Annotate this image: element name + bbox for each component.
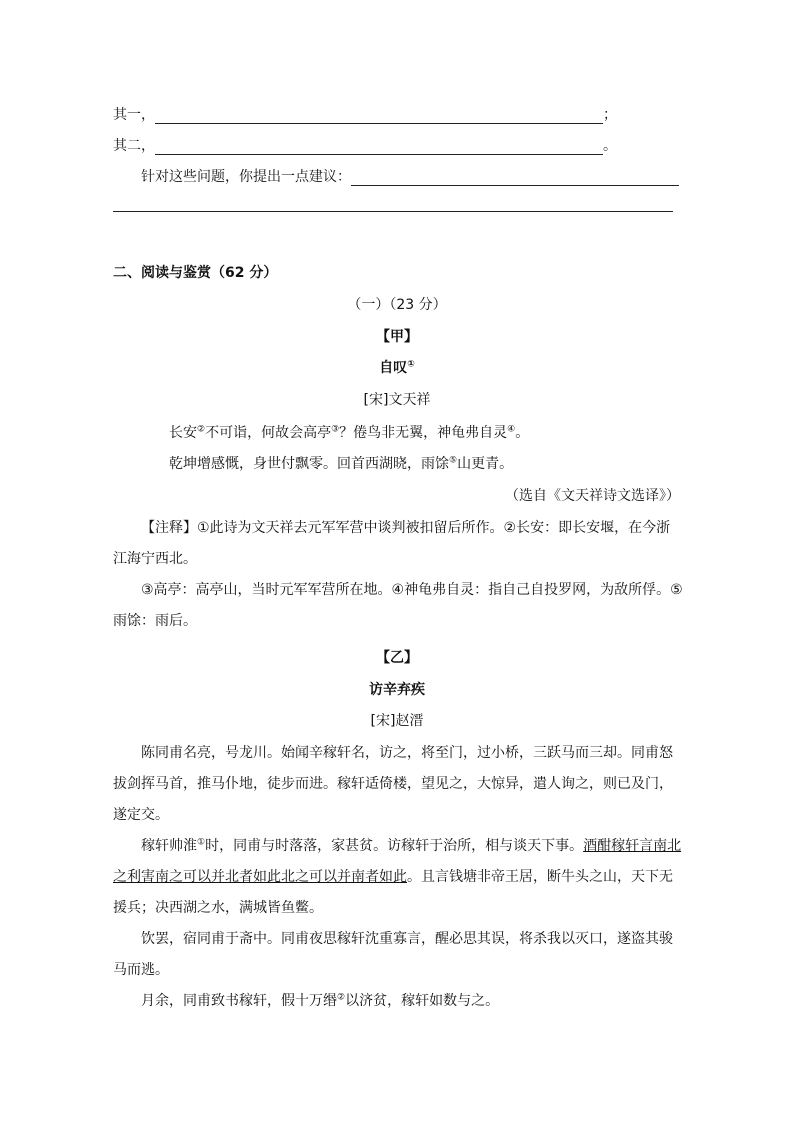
prose-paragraph-1: 陈同甫名亮，号龙川。始闻辛稼轩名，访之，将至门，过小桥，三跃马而三却。同甫怒拔剑挥马首，推马仆地，徒步而进。稼轩适倚楼，望见之，大惊异，遣人询之，则已及门，遂定交。 [113,745,673,823]
suggestion-line: 针对这些问题，你提出一点建议： [141,166,679,186]
poem-source: （选自《文天祥诗文选译》） [505,488,680,504]
poem-notes-1: 【注释】①此诗为文天祥去元军军营中谈判被扣留后所作。②长安：即长安堰，在今浙江海宁西北。 [113,520,671,567]
blank-line-1: 其一， ； [113,107,617,123]
prose-tag: 【乙】 [376,650,418,666]
answer-underline [155,109,603,124]
poem-author: [宋]文天祥 [363,392,431,408]
prose-author: [宋]赵溍 [370,713,424,729]
poem-notes-2: ③高亭：高亭山，当时元军军营所在地。④神龟弗自灵：指自己自投罗网，为敌所俘。⑤雨馀：雨后。 [113,582,683,629]
answer-underline [113,197,673,212]
prose-paragraph-3: 饮罢，宿同甫于斋中。同甫夜思稼轩沈重寡言，醒必思其误，将杀我以灭口，遂盗其骏马而逃。 [113,931,673,978]
answer-underline [155,140,603,155]
prose-title: 访辛弃疾 [369,682,425,698]
section-heading: 二、阅读与鉴赏（62 分） [113,265,278,281]
poem-line-2: 乾坤增感慨，身世付飘零。回首西湖晓，雨馀⑤山更青。 [169,455,514,472]
prose-paragraph-2: 稼轩帅淮①时，同甫与时落落，家甚贫。访稼轩于治所，相与谈天下事。酒酣稼轩言南北之利害南之可以并北者如此北之可以并南者如此。且言钱塘非帝王居，断牛头之山，天下无援兵；决西湖之水，满城皆鱼鳖。 [113,837,682,916]
poem-title: 自叹① [379,359,415,376]
poem-line-1: 长安②不可诣，何故会高亭③？倦鸟非无翼，神龟弗自灵④。 [169,424,530,441]
poem-tag: 【甲】 [376,329,418,345]
underlined-sentence: 酒酣稼轩言南北之利害南之可以并北者如此北之可以并南者如此 [113,838,682,885]
answer-underline [351,171,679,186]
blank-line-2: 其二， 。 [113,138,617,154]
part-heading: （一）（23 分） [347,297,447,313]
prose-paragraph-4: 月余，同甫致书稼轩，假十万缗②以济贫，稼轩如数与之。 [141,992,500,1009]
